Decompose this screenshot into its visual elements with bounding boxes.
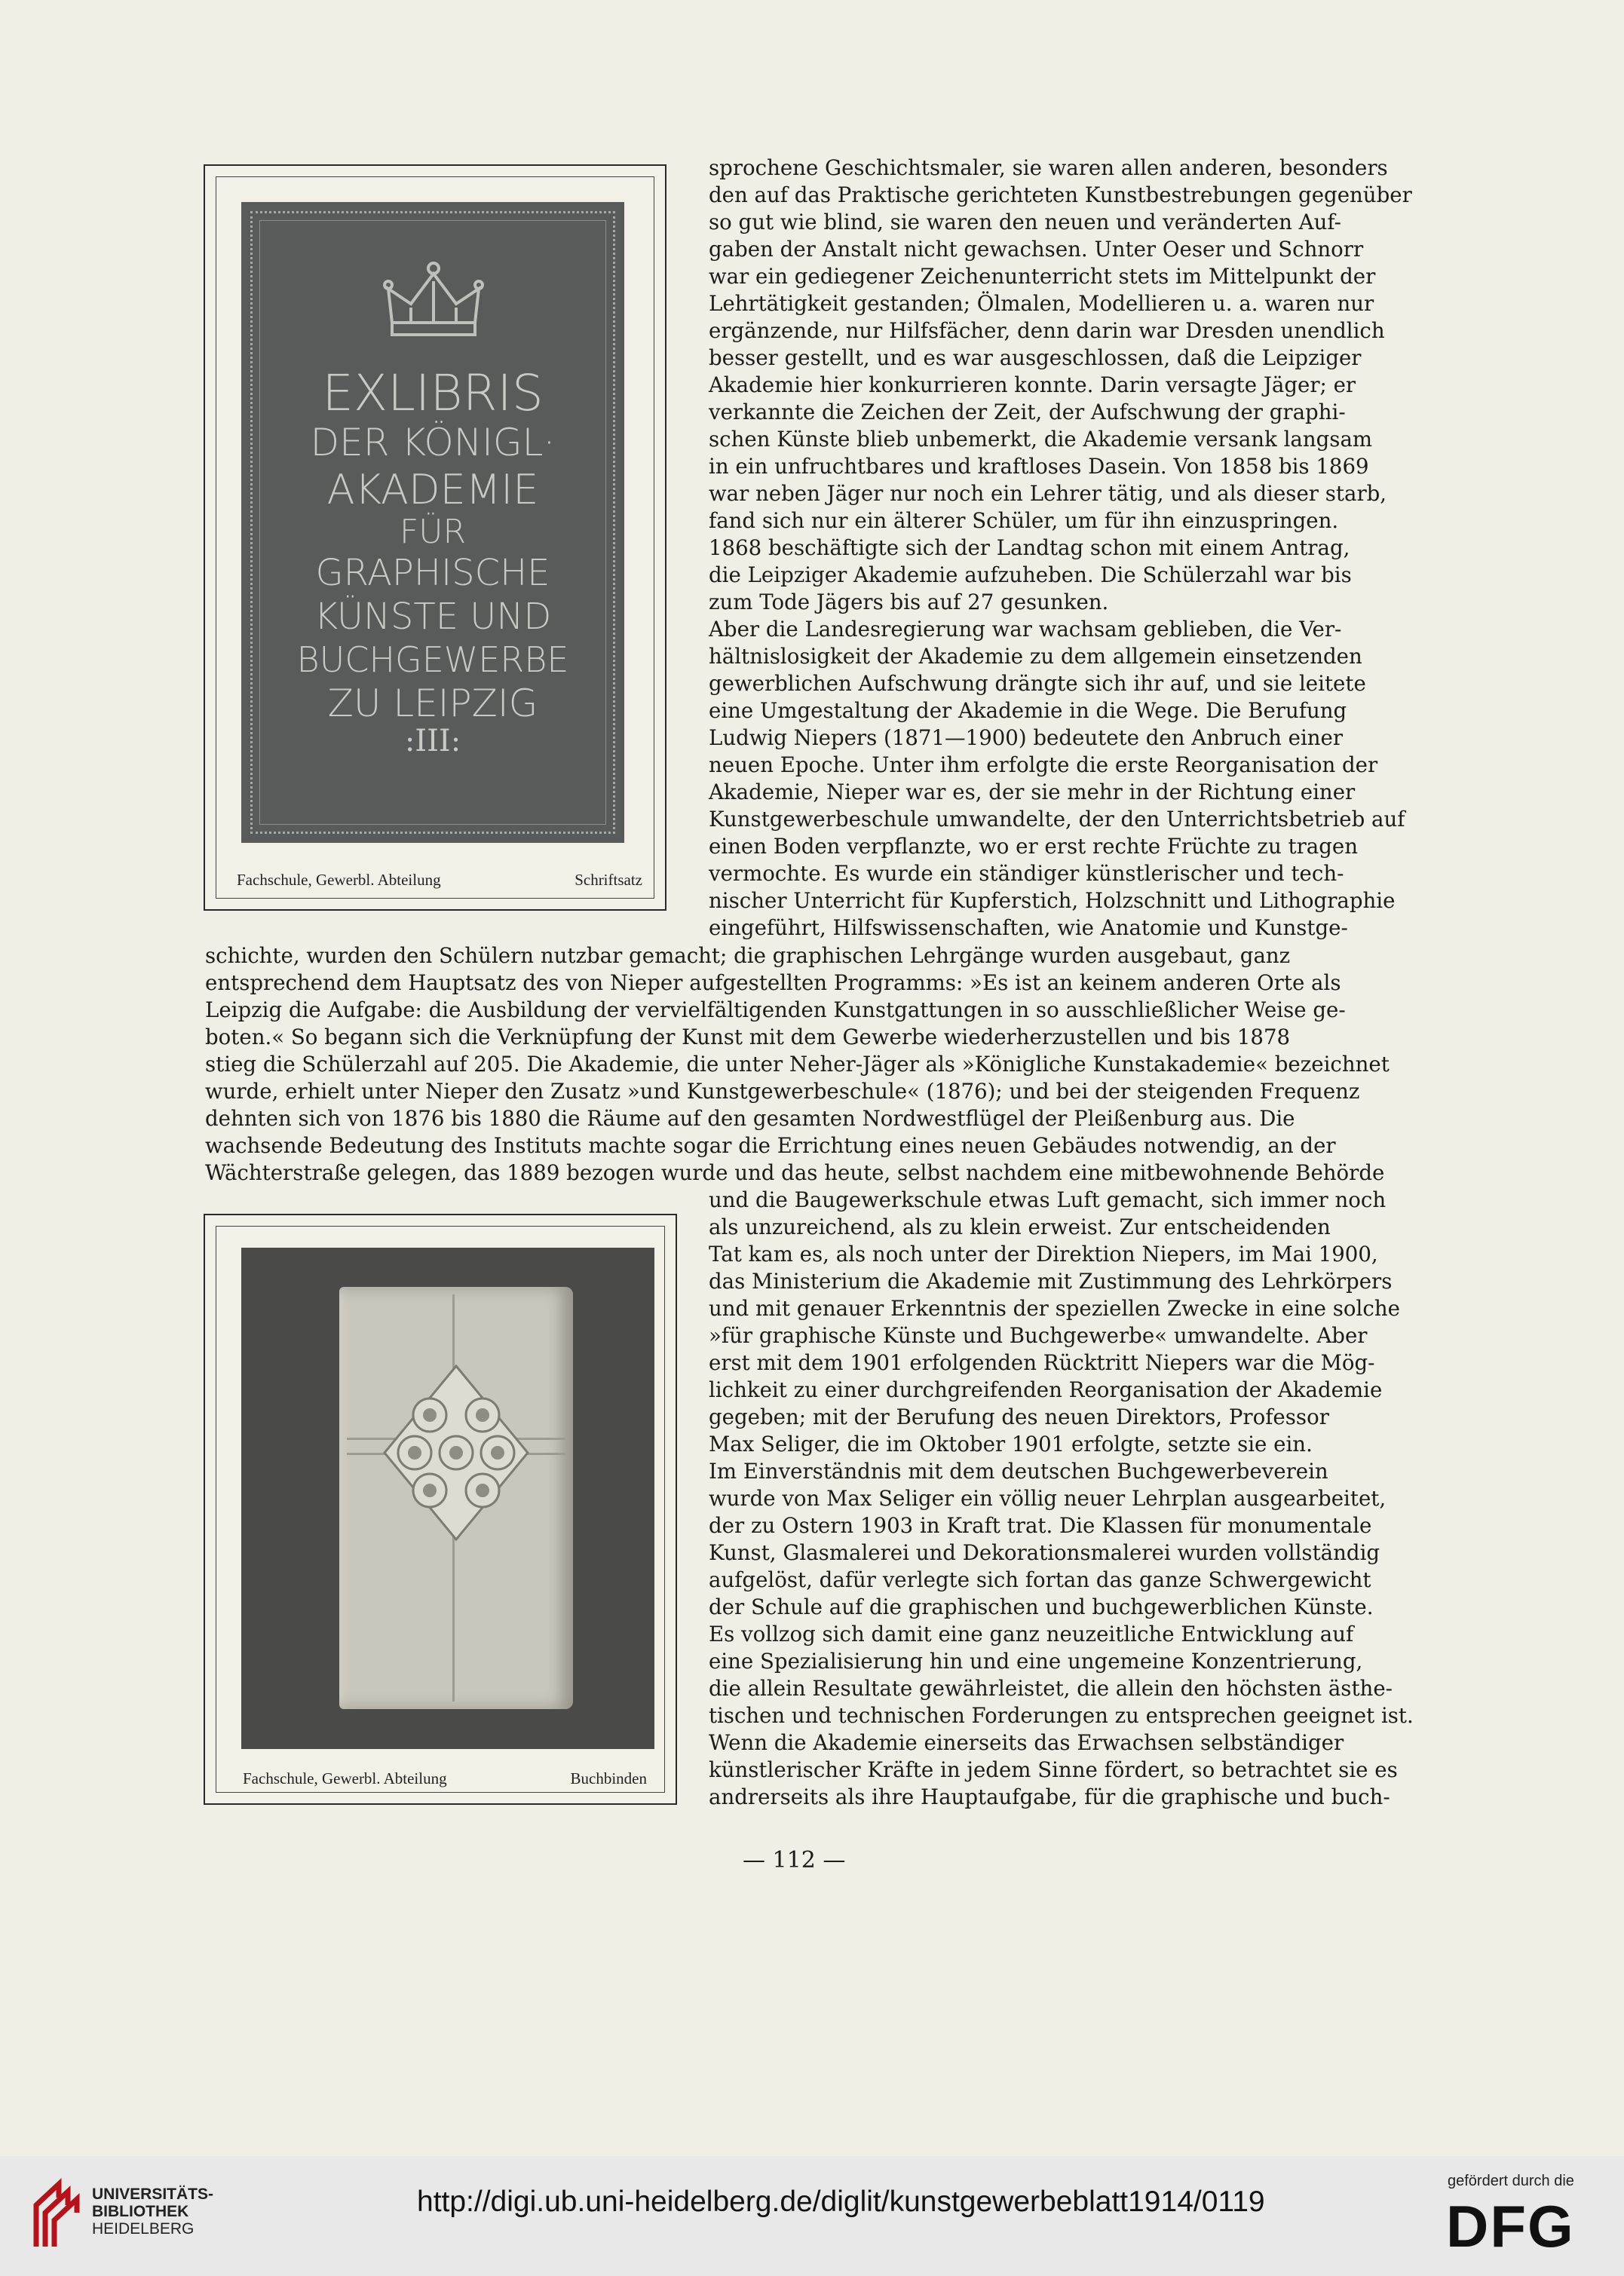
text-line: die Leipziger Akademie aufzuheben. Die Schülerzahl war bis	[709, 562, 1352, 587]
text-line: und die Baugewerkschule etwas Luft gemacht, sich immer noch	[709, 1187, 1387, 1212]
text-line: schichte, wurden den Schülern nutzbar gemacht; die graphischen Lehrgänge wurden ausgebaut, ganz	[205, 943, 1291, 968]
text-line: Aber die Landesregierung war wachsam geblieben, die Ver-	[709, 617, 1342, 642]
figure-caption-right: Schriftsatz	[575, 871, 642, 889]
text-line: die allein Resultate gewährleistet, die allein den höchsten ästhe-	[709, 1676, 1393, 1701]
text-line: Tat kam es, als noch unter der Direktion Niepers, im Mai 1900,	[709, 1242, 1378, 1267]
text-line: andrerseits als ihre Hauptaufgabe, für die graphische und buch-	[709, 1784, 1390, 1809]
text-line: und mit genauer Erkenntnis der speziellen Zwecke in eine solche	[709, 1296, 1400, 1321]
plate-title-line-3: AKADEMIE	[326, 466, 539, 513]
text-line: Akademie, Nieper war es, der sie mehr in der Richtung einer	[709, 780, 1356, 804]
text-line: lichkeit zu einer durchgreifenden Reorganisation der Akademie	[709, 1377, 1383, 1402]
text-line: »für graphische Künste und Buchgewerbe« umwandelte. Aber	[709, 1323, 1368, 1348]
text-line: 1868 beschäftigte sich der Landtag schon mit einem Antrag,	[709, 535, 1350, 560]
text-line: den auf das Praktische gerichteten Kunstbestrebungen gegenüber	[709, 182, 1412, 207]
text-line: Es vollzog sich damit eine ganz neuzeitliche Entwicklung auf	[709, 1622, 1354, 1647]
text-line: hältnislosigkeit der Akademie zu dem allgemein einsetzenden	[709, 644, 1362, 669]
plate-title-line-1: EXLIBRIS	[322, 364, 544, 422]
text-line: wurde von Max Seliger ein völlig neuer Lehrplan ausgearbeitet,	[709, 1486, 1387, 1511]
text-line: Wenn die Akademie einerseits das Erwachsen selbständiger	[709, 1730, 1344, 1755]
library-line-3: HEIDELBERG	[92, 2220, 195, 2238]
text-line: das Ministerium die Akademie mit Zustimmung des Lehrkörpers	[709, 1269, 1393, 1294]
text-line: gaben der Anstalt nicht gewachsen. Unter Oeser und Schnorr	[709, 237, 1364, 262]
text-line: Wächterstraße gelegen, das 1889 bezogen wurde und das heute, selbst nachdem eine mitbewohnende Behörde	[205, 1160, 1385, 1185]
plate-title-line-8: ZU LEIPZIG	[327, 682, 538, 725]
figure-caption-left: Fachschule, Gewerbl. Abteilung	[243, 1769, 447, 1787]
funding-label: gefördert durch die	[1448, 2173, 1574, 2189]
text-line: Max Seliger, die im Oktober 1901 erfolgte, setzte sie ein.	[709, 1432, 1313, 1457]
text-line: Kunst, Glasmalerei und Dekorationsmalerei wurden vollständig	[709, 1540, 1380, 1565]
exlibris-plate	[241, 202, 624, 843]
text-line: entsprechend dem Hauptsatz des von Nieper aufgestellten Programms: »Es ist an keinem anderen Orte als	[205, 970, 1341, 995]
text-line: war ein gediegener Zeichenunterricht stets im Mittelpunkt der	[709, 264, 1376, 289]
crown-icon	[377, 255, 490, 345]
text-line: verkannte die Zeichen der Zeit, der Aufschwung der graphi-	[709, 400, 1346, 424]
text-line: eine Spezialisierung hin und eine ungemeine Konzentrierung,	[709, 1649, 1363, 1674]
text-line: neuen Epoche. Unter ihm erfolgte die erste Reorganisation der	[709, 752, 1378, 777]
university-library-logo-icon	[29, 2175, 89, 2250]
figure-caption-left: Fachschule, Gewerbl. Abteilung	[237, 871, 441, 889]
plate-title-line-2: DER KÖNIGL·	[310, 421, 556, 464]
text-line: nischer Unterricht für Kupferstich, Holzschnitt und Lithographie	[709, 888, 1396, 913]
text-line: in ein unfruchtbares und kraftloses Dasein. Von 1858 bis 1869	[709, 454, 1369, 479]
text-line: eingeführt, Hilfswissenschaften, wie Anatomie und Kunstge-	[709, 915, 1348, 940]
text-line: Kunstgewerbeschule umwandelte, der den Unterrichtsbetrieb auf	[709, 807, 1405, 832]
text-line: boten.« So begann sich die Verknüpfung der Kunst mit dem Gewerbe wiederherzustellen und bis 1878	[205, 1025, 1291, 1049]
text-line: stieg die Schülerzahl auf 205. Die Akademie, die unter Neher-Jäger als »Königliche Kunstakademie« bezeichnet	[205, 1052, 1390, 1077]
text-line: vermochte. Es wurde ein ständiger künstlerischer und tech-	[709, 861, 1344, 886]
text-line: zum Tode Jägers bis auf 27 gesunken.	[709, 590, 1109, 614]
library-name	[92, 2186, 213, 2238]
text-line: der zu Ostern 1903 in Kraft trat. Die Klassen für monumentale	[709, 1513, 1372, 1538]
text-line: gewerblichen Aufschwung drängte sich ihr auf, und sie leitete	[709, 671, 1366, 696]
document-url-link[interactable]: http://digi.ub.uni-heidelberg.de/diglit/kunstgewerbeblatt1914/0119	[417, 2186, 1265, 2218]
text-line: wachsende Bedeutung des Instituts machte sogar die Errichtung eines neuen Gebäudes notwendig, an der	[205, 1133, 1336, 1158]
plate-title-line-5: GRAPHISCHE	[315, 552, 550, 594]
text-line: Akademie hier konkurrieren konnte. Darin versagte Jäger; er	[709, 372, 1356, 397]
page-number: — 112 —	[743, 1847, 846, 1873]
text-line: Im Einverständnis mit dem deutschen Buchgewerbeverein	[709, 1459, 1328, 1484]
library-line-1: UNIVERSITÄTS-	[92, 2186, 214, 2203]
text-line: einen Boden verpflanzte, wo er erst rechte Früchte zu tragen	[709, 834, 1358, 859]
text-line: eine Umgestaltung der Akademie in die Wege. Die Berufung	[709, 698, 1347, 723]
text-line: gegeben; mit der Berufung des neuen Direktors, Professor	[709, 1405, 1329, 1429]
library-line-2: BIBLIOTHEK	[92, 2203, 189, 2220]
text-line: tischen und technischen Forderungen zu entsprechen geeignet ist.	[709, 1703, 1414, 1728]
text-line: erst mit dem 1901 erfolgenden Rücktritt Niepers war die Mög-	[709, 1350, 1375, 1375]
text-line: Leipzig die Aufgabe: die Ausbildung der vervielfältigenden Kunstgattungen in so ausschließlicher Weise ge-	[205, 997, 1346, 1022]
text-line: aufgelöst, dafür verlegte sich fortan das ganze Schwergewicht	[709, 1567, 1371, 1592]
text-line: wurde, erhielt unter Nieper den Zusatz »und Kunstgewerbeschule« (1876); und bei der steigenden Frequenz	[205, 1079, 1360, 1104]
text-line: schen Künste blieb unbemerkt, die Akademie versank langsam	[709, 427, 1373, 452]
text-line: als unzureichend, als zu klein erweist. Zur entscheidenden	[709, 1215, 1331, 1239]
plate-title-line-6: KÜNSTE UND	[314, 596, 552, 638]
dfg-logo: DFG	[1446, 2193, 1575, 2259]
bookbinding-photo	[241, 1248, 654, 1749]
text-line: dehnten sich von 1876 bis 1880 die Räume auf den gesamten Nordwestflügel der Pleißenburg aus. Die	[205, 1106, 1295, 1131]
text-line: besser gestellt, und es war ausgeschlossen, daß die Leipziger	[709, 345, 1362, 370]
plate-title-line-4: FÜR	[399, 513, 467, 551]
text-line: war neben Jäger nur noch ein Lehrer tätig, und als dieser starb,	[709, 481, 1387, 506]
text-line: der Schule auf die graphischen und buchgewerblichen Künste.	[709, 1594, 1374, 1619]
text-line: Lehrtätigkeit gestanden; Ölmalen, Modellieren u. a. waren nur	[709, 291, 1374, 316]
text-line: künstlerischer Kräfte in jedem Sinne fördert, so betrachtet sie es	[709, 1757, 1398, 1782]
plate-title-line-7: BUCHGEWERBE	[296, 639, 569, 680]
text-line: fand sich nur ein älterer Schüler, um für ihn einzuspringen.	[709, 508, 1339, 533]
text-line: ergänzende, nur Hilfsfächer, denn darin war Dresden unendlich	[709, 318, 1385, 343]
text-line: so gut wie blind, sie waren den neuen und veränderten Auf-	[709, 210, 1341, 234]
book-cover	[339, 1287, 573, 1709]
text-line: sprochene Geschichtsmaler, sie waren allen anderen, besonders	[709, 155, 1388, 180]
text-line: Ludwig Niepers (1871—1900) bedeutete den Anbruch einer	[709, 725, 1344, 750]
rosette-ornament-icon	[377, 1362, 535, 1543]
plate-ornament: :III:	[404, 724, 461, 758]
figure-caption-right: Buchbinden	[570, 1769, 647, 1787]
